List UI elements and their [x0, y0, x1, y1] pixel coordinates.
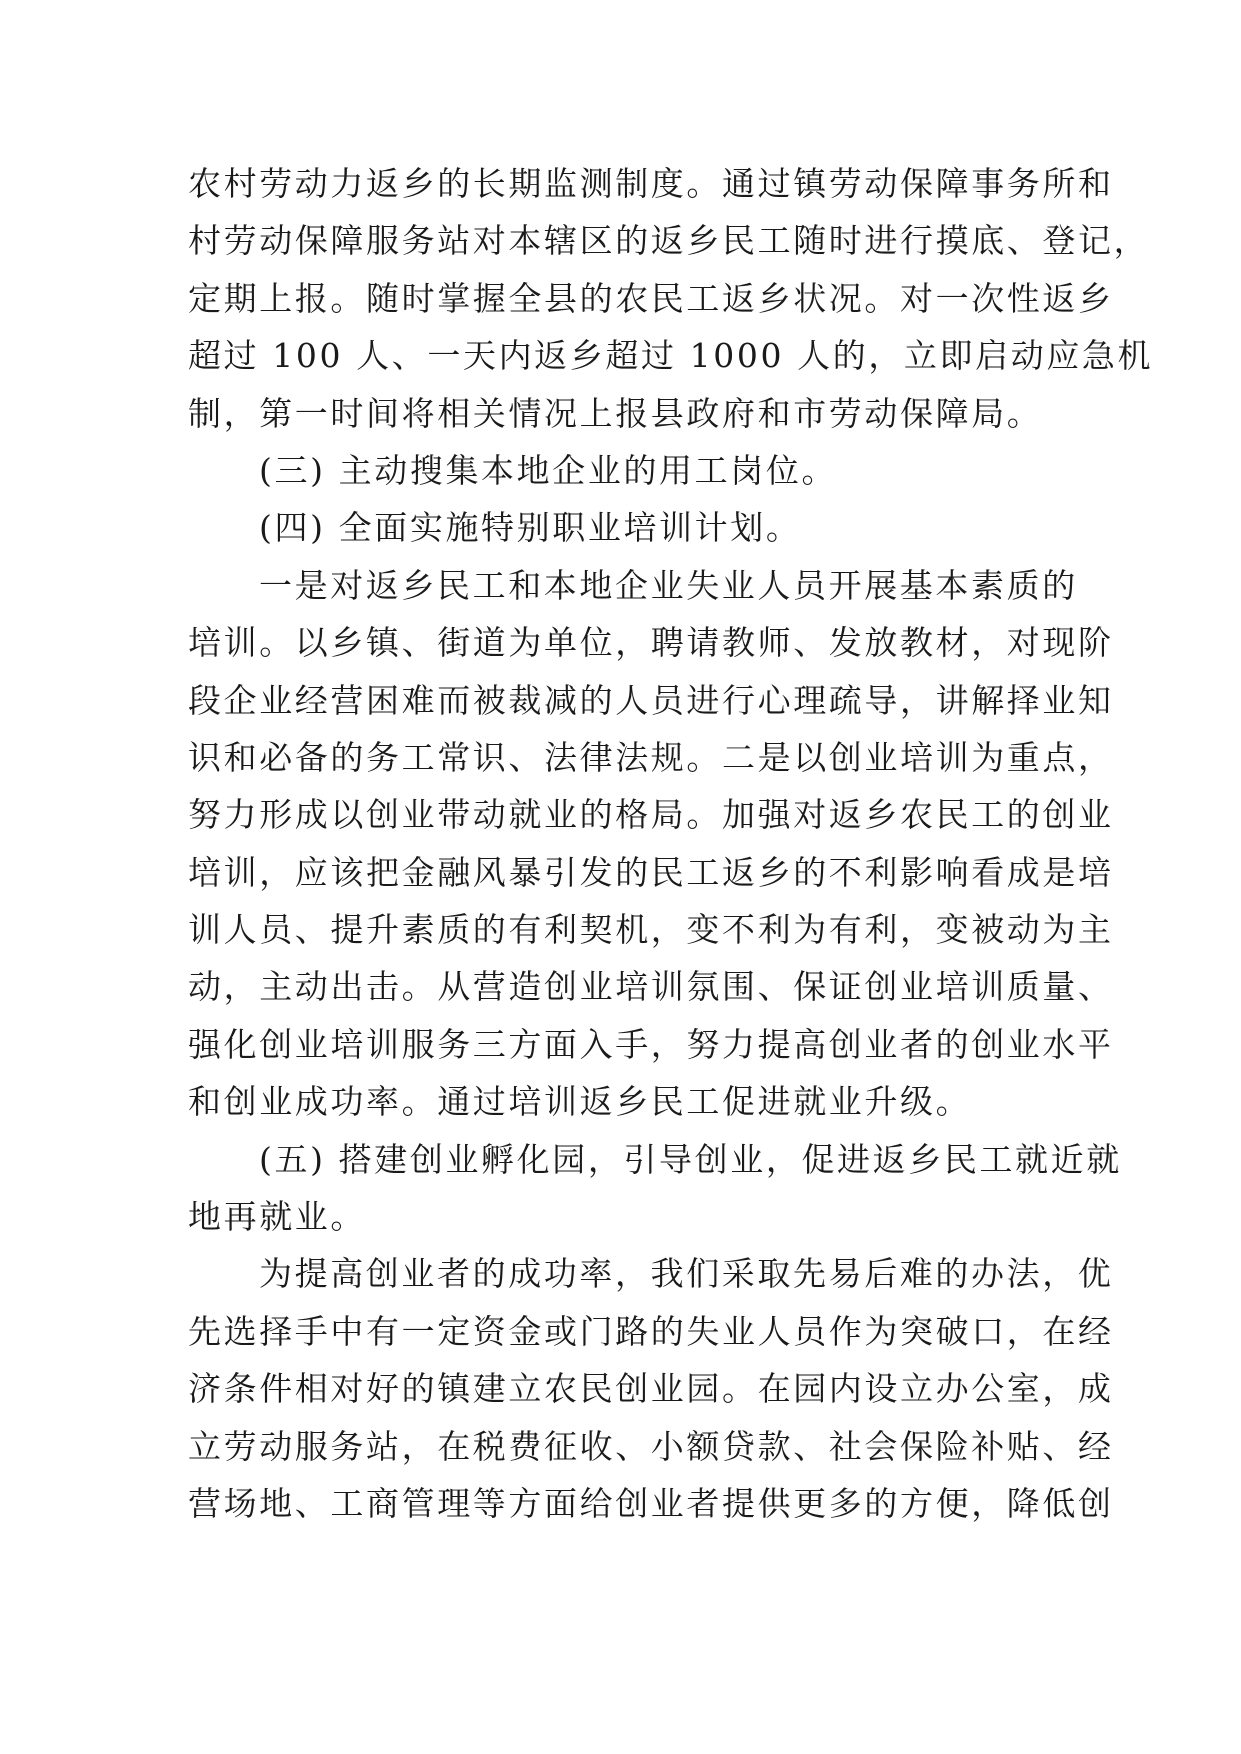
text-line: 定期上报。随时掌握全县的农民工返乡状况。对一次性返乡 — [188, 278, 1114, 318]
paragraph-first-line: 一是对返乡民工和本地企业失业人员开展基本素质的 — [259, 565, 1078, 605]
text-line: 和创业成功率。通过培训返乡民工促进就业升级。 — [188, 1082, 972, 1122]
text-line: 济条件相对好的镇建立农民创业园。在园内设立办公室，成 — [188, 1369, 1114, 1409]
text-line: 制，第一时间将相关情况上报县政府和市劳动保障局。 — [188, 393, 1043, 433]
text-line: 超过 100 人、一天内返乡超过 1000 人的，立即启动应急机 — [188, 336, 1154, 376]
text-line: 立劳动服务站，在税费征收、小额贷款、社会保险补贴、经 — [188, 1426, 1114, 1466]
text-line: 培训，应该把金融风暴引发的民工返乡的不利影响看成是培 — [188, 852, 1114, 892]
text-line: 动，主动出击。从营造创业培训氛围、保证创业培训质量、 — [188, 967, 1114, 1007]
text-line: 农村劳动力返乡的长期监测制度。通过镇劳动保障事务所和 — [188, 164, 1114, 203]
text-line: 村劳动保障服务站对本辖区的返乡民工随时进行摸底、登记， — [188, 221, 1150, 261]
paragraph-first-line: 为提高创业者的成功率，我们采取先易后难的办法，优 — [259, 1254, 1114, 1294]
text-line: 努力形成以创业带动就业的格局。加强对返乡农民工的创业 — [188, 795, 1114, 835]
section-heading-3: (三) 主动搜集本地企业的用工岗位。 — [259, 450, 838, 490]
text-line: 地再就业。 — [188, 1197, 366, 1237]
text-line: 强化创业培训服务三方面入手，努力提高创业者的创业水平 — [188, 1024, 1114, 1064]
text-line: 培训。以乡镇、街道为单位，聘请教师、发放教材，对现阶 — [188, 623, 1114, 663]
section-heading-5: (五) 搭建创业孵化园，引导创业，促进返乡民工就近就 — [259, 1139, 1122, 1179]
text-line: 训人员、提升素质的有利契机，变不利为有利，变被动为主 — [188, 910, 1114, 950]
text-line: 识和必备的务工常识、法律法规。二是以创业培训为重点， — [188, 737, 1114, 777]
text-line: 营场地、工商管理等方面给创业者提供更多的方便，降低创 — [188, 1483, 1114, 1523]
section-heading-4: (四) 全面实施特别职业培训计划。 — [259, 508, 802, 548]
document-body — [188, 155, 1154, 1532]
text-line: 段企业经营困难而被裁减的人员进行心理疏导，讲解择业知 — [188, 680, 1114, 720]
text-line: 先选择手中有一定资金或门路的失业人员作为突破口，在经 — [188, 1311, 1114, 1351]
